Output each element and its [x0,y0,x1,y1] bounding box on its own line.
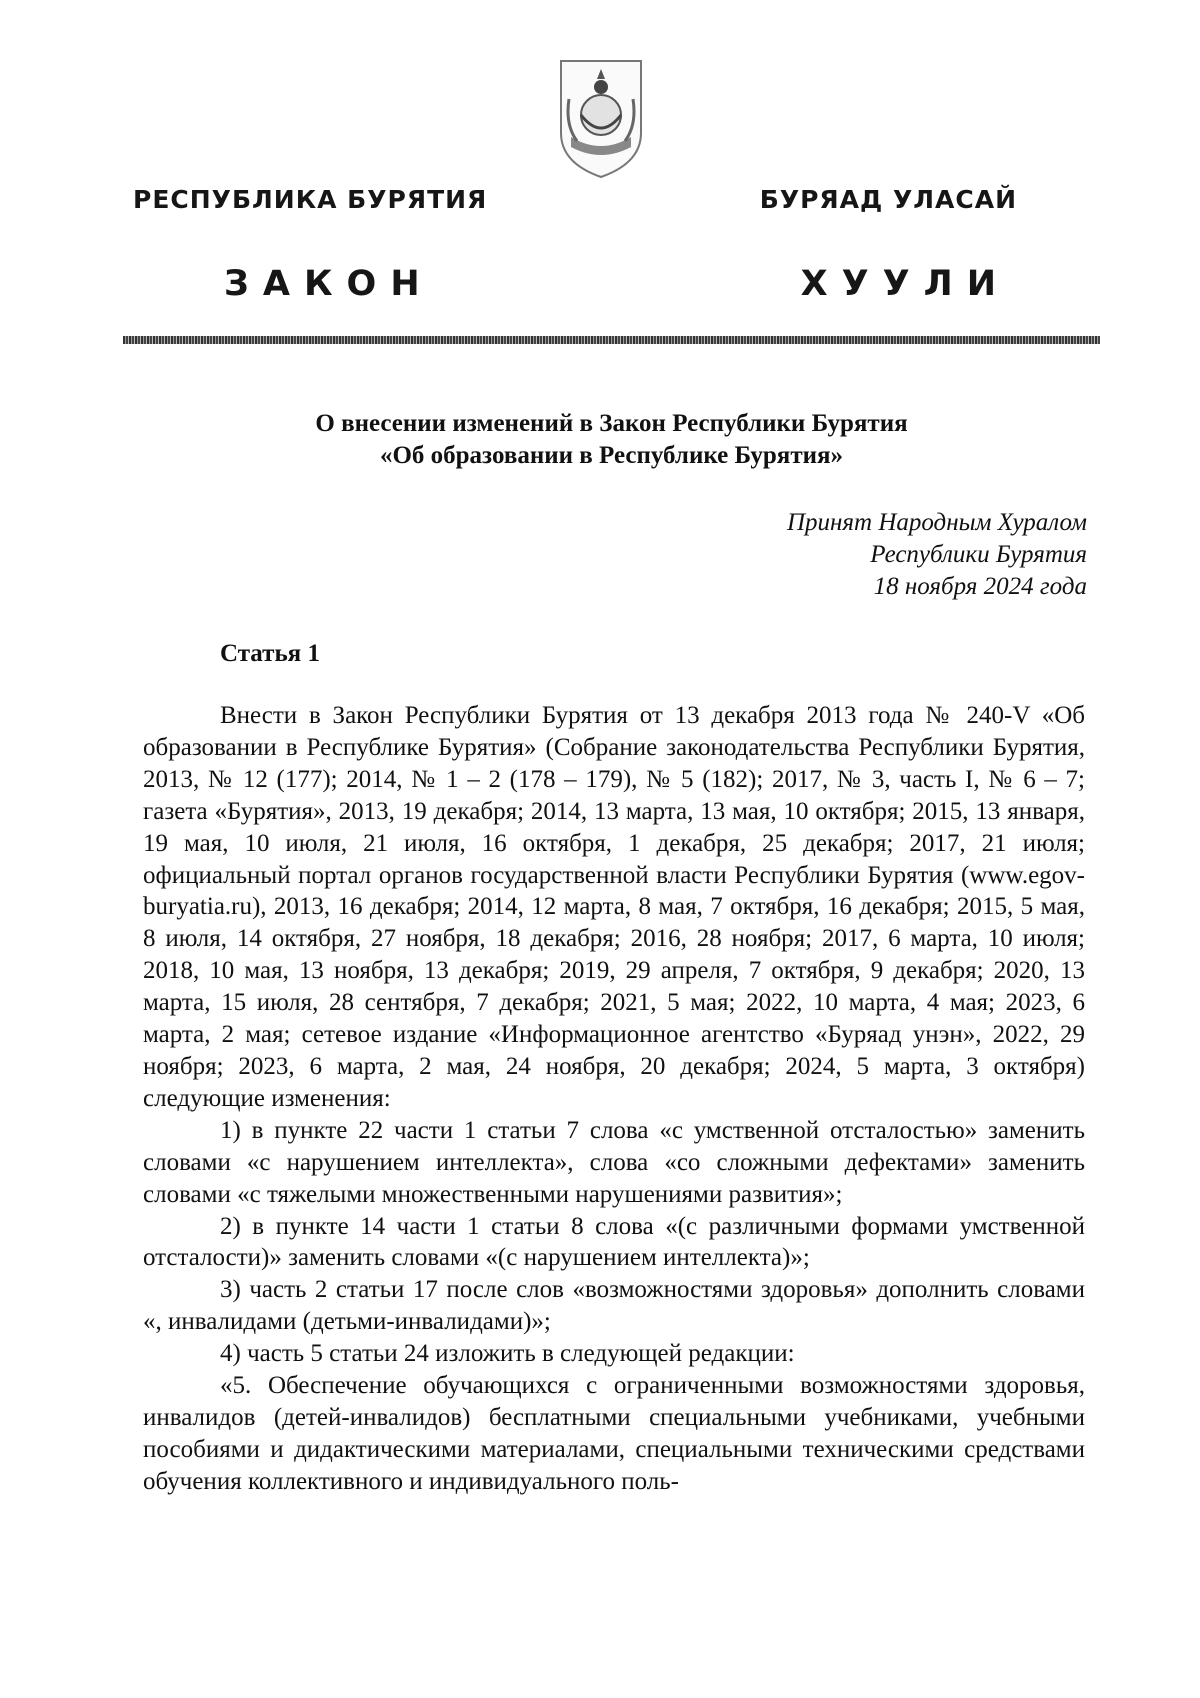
paragraph-item-4: 4) часть 5 статьи 24 изложить в следующей редакции: [220,1340,795,1368]
coat-of-arms-emblem [555,55,647,180]
paragraph-item-2: 2) в пункте 14 части 1 статьи 8 слова «(с различными формами умственной отсталости)» заменить словами «(с нарушением интеллекта)»; [143,1212,1085,1272]
adoption-date: 18 ноября 2024 года [873,573,1087,600]
law-title [123,408,1100,472]
paragraph-item-1: 1) в пункте 22 части 1 статьи 7 слова «с умственной отсталостью» заменить словами «с нарушением интеллекта», слова «со сложными дефектами» заменить словами «с тяжелыми множественными нарушениями развития»; [143,1116,1085,1208]
document-type-buryat: ХУУЛИ [800,264,1010,304]
paragraph-quoted-5: «5. Обеспечение обучающихся с ограниченными возможностями здоровья, инвалидов (детей-инвалидов) бесплатными специальными учебниками, учебными пособиями и дидактическими материалами, специальными техническими средствами обучения коллективного и индивидуального поль- [143,1372,1085,1495]
adoption-note [787,507,1087,603]
header-divider [123,336,1100,344]
law-title-line-1: О внесении изменений в Закон Республики Бурятия [315,410,908,437]
adoption-note-line-1: Принят Народным Хуралом [786,509,1087,536]
paragraph-intro: Внести в Закон Республики Бурятия от 13 декабря 2013 года № 240-V «Об образовании в Республике Бурятия» (Собрание законодательства Республики Бурятия, 2013, № 12 (177); 2014, № 1 – 2 (178 – 179), № 5 (182); 2017, № 3, часть I, № 6 – 7; газета «Бурятия», 2013, 19 декабря; 2014, 13 марта, 13 мая, 10 октября; 2015, 13 января, 19 мая, 10 июля, 21 июля, 16 октября, 1 декабря, 25 декабря; 2017, 21 июля; официальный портал органов государственной власти Республики Бурятия (www.egov-buryatia.ru), 2013, 16 декабря; 2014, 12 марта, 8 мая, 7 октября, 16 декабря; 2015, 5 мая, 8 июля, 14 октября, 27 ноября, 18 декабря; 2016, 28 ноября; 2017, 6 марта, 10 июля; 2018, 10 мая, 13 ноября, 13 декабря; 2019, 29 апреля, 7 октября, 9 декабря; 2020, 13 марта, 15 июля, 28 сентября, 7 декабря; 2021, 5 мая; 2022, 10 марта, 4 мая; 2023, 6 марта, 2 мая; сетевое издание «Информационное агентство «Буряад унэн», 2022, 29 ноября; 2023, 6 марта, 2 мая, 24 ноября, 20 декабря; 2024, 5 марта, 3 октября) следующие изменения: [143,702,1085,1112]
document-type-russian: ЗАКОН [224,264,434,304]
paragraph-item-3: 3) часть 2 статьи 17 после слов «возможностями здоровья» дополнить словами «, инвалидами (детьми-инвалидами)»; [143,1276,1085,1336]
law-title-line-2: «Об образовании в Республике Бурятия» [379,442,844,469]
article-heading: Статья 1 [220,640,320,667]
article-body [143,700,1085,1498]
adoption-note-line-2: Республики Бурятия [870,541,1087,568]
republic-name-buryat: БУРЯАД УЛАСАЙ [759,185,1017,214]
republic-name-russian: РЕСПУБЛИКА БУРЯТИЯ [133,185,488,214]
